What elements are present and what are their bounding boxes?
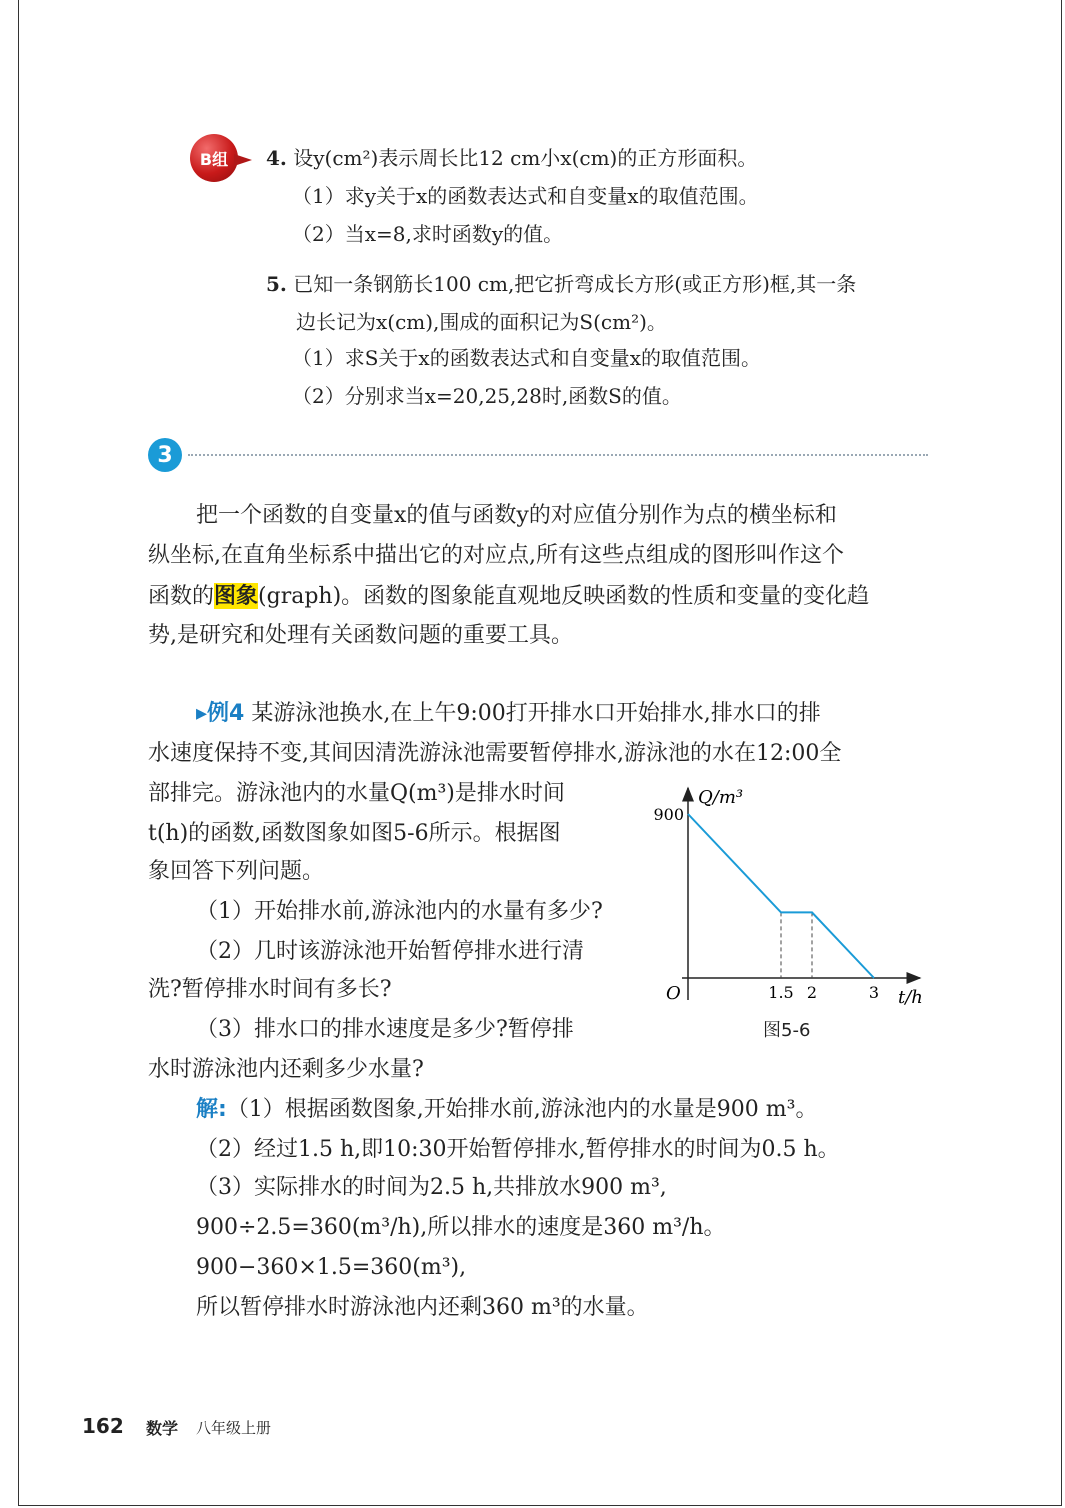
x-tick-label: 1.5 bbox=[768, 983, 794, 1002]
solution-line-1 bbox=[196, 1090, 817, 1130]
exercise-5-part-1: （1）求S关于x的函数表达式和自变量x的取值范围。 bbox=[292, 346, 761, 370]
exercise-4-number: 4. bbox=[266, 146, 287, 170]
solution-text-1: （1）根据函数图象,开始排水前,游泳池内的水量是900 m³。 bbox=[226, 1097, 818, 1122]
example-4-line-5: 象回答下列问题。 bbox=[148, 859, 325, 884]
water-volume-chart bbox=[650, 778, 940, 1014]
example-4-label: ▸例4 bbox=[196, 701, 245, 726]
water-volume-line bbox=[688, 814, 874, 978]
badge-arrow-icon bbox=[234, 154, 252, 166]
footer-subject: 数学 bbox=[146, 1419, 179, 1438]
exercise-4 bbox=[266, 144, 757, 172]
example-4-question-3b: 水时游泳池内还剩多少水量? bbox=[148, 1057, 424, 1082]
example-4-line-2: 水速度保持不变,其间因清洗游泳池需要暂停排水,游泳池的水在12:00全 bbox=[148, 741, 842, 766]
footer-book-title: 八年级上册 bbox=[196, 1419, 272, 1437]
exercise-5-line-1: 已知一条钢筋长100 cm,把它折弯成长方形(或正方形)框,其一条 bbox=[293, 272, 857, 296]
solution-line-5: 900−360×1.5=360(m³), bbox=[196, 1255, 467, 1280]
solution-line-6: 所以暂停排水时游泳池内还剩360 m³的水量。 bbox=[196, 1295, 649, 1320]
definition-line-2: 纵坐标,在直角坐标系中描出它的对应点,所有这些点组成的图形叫作这个 bbox=[148, 543, 844, 568]
exercise-4-text: 设y(cm²)表示周长比12 cm小x(cm)的正方形面积。 bbox=[293, 146, 758, 170]
y-tick-label: 900 bbox=[653, 805, 684, 824]
y-axis-label: Q/m³ bbox=[698, 787, 744, 808]
exercise-5-number: 5. bbox=[266, 272, 287, 296]
example-4-line-3: 部排完。游泳池内的水量Q(m³)是排水时间 bbox=[148, 781, 565, 806]
definition-line-4: 势,是研究和处理有关函数问题的重要工具。 bbox=[148, 623, 573, 648]
solution-line-3: （3）实际排水的时间为2.5 h,共排放水900 m³, bbox=[196, 1175, 667, 1200]
page-number: 162 bbox=[82, 1414, 124, 1438]
example-4-question-2b: 洗?暂停排水时间有多长? bbox=[148, 977, 392, 1002]
exercise-5-part-2: （2）分别求当x=20,25,28时,函数S的值。 bbox=[292, 384, 682, 408]
x-tick-label: 3 bbox=[868, 983, 880, 1002]
group-b-badge bbox=[190, 134, 244, 186]
group-b-label: B组 bbox=[190, 134, 238, 182]
example-4-question-2a: （2）几时该游泳池开始暂停排水进行清 bbox=[196, 939, 584, 964]
section-number-badge: 3 bbox=[148, 438, 182, 472]
example-4-text-1: 某游泳池换水,在上午9:00打开排水口开始排水,排水口的排 bbox=[251, 701, 821, 726]
solution-label: 解: bbox=[196, 1097, 227, 1122]
origin-label: O bbox=[666, 983, 681, 1004]
section-divider bbox=[188, 454, 928, 456]
example-4-line-4: t(h)的函数,函数图象如图5-6所示。根据图 bbox=[148, 821, 561, 846]
example-4-line-1 bbox=[196, 694, 821, 734]
exercise-4-part-2: （2）当x=8,求时函数y的值。 bbox=[292, 222, 564, 246]
example-4-question-3a: （3）排水口的排水速度是多少?暂停排 bbox=[196, 1017, 574, 1042]
figure-caption: 图5-6 bbox=[763, 1020, 811, 1041]
definition-line-3 bbox=[148, 576, 869, 617]
x-tick-label: 2 bbox=[806, 983, 818, 1002]
example-4-question-1: （1）开始排水前,游泳池内的水量有多少? bbox=[196, 899, 603, 924]
exercise-5-line-2: 边长记为x(cm),围成的面积记为S(cm²)。 bbox=[296, 310, 667, 334]
x-axis-label: t/h bbox=[898, 987, 923, 1008]
definition-line-3-end: (graph)。函数的图象能直观地反映函数的性质和变量的变化趋 bbox=[258, 584, 870, 609]
definition-line-1: 把一个函数的自变量x的值与函数y的对应值分别作为点的横坐标和 bbox=[196, 503, 837, 528]
term-graph-highlight: 图象 bbox=[214, 583, 259, 609]
definition-line-3-start: 函数的 bbox=[148, 584, 215, 609]
solution-line-4: 900÷2.5=360(m³/h),所以排水的速度是360 m³/h。 bbox=[196, 1215, 726, 1240]
solution-line-2: （2）经过1.5 h,即10:30开始暂停排水,暂停排水的时间为0.5 h。 bbox=[196, 1137, 840, 1162]
exercise-4-part-1: （1）求y关于x的函数表达式和自变量x的取值范围。 bbox=[292, 184, 759, 208]
exercise-5 bbox=[266, 270, 856, 298]
